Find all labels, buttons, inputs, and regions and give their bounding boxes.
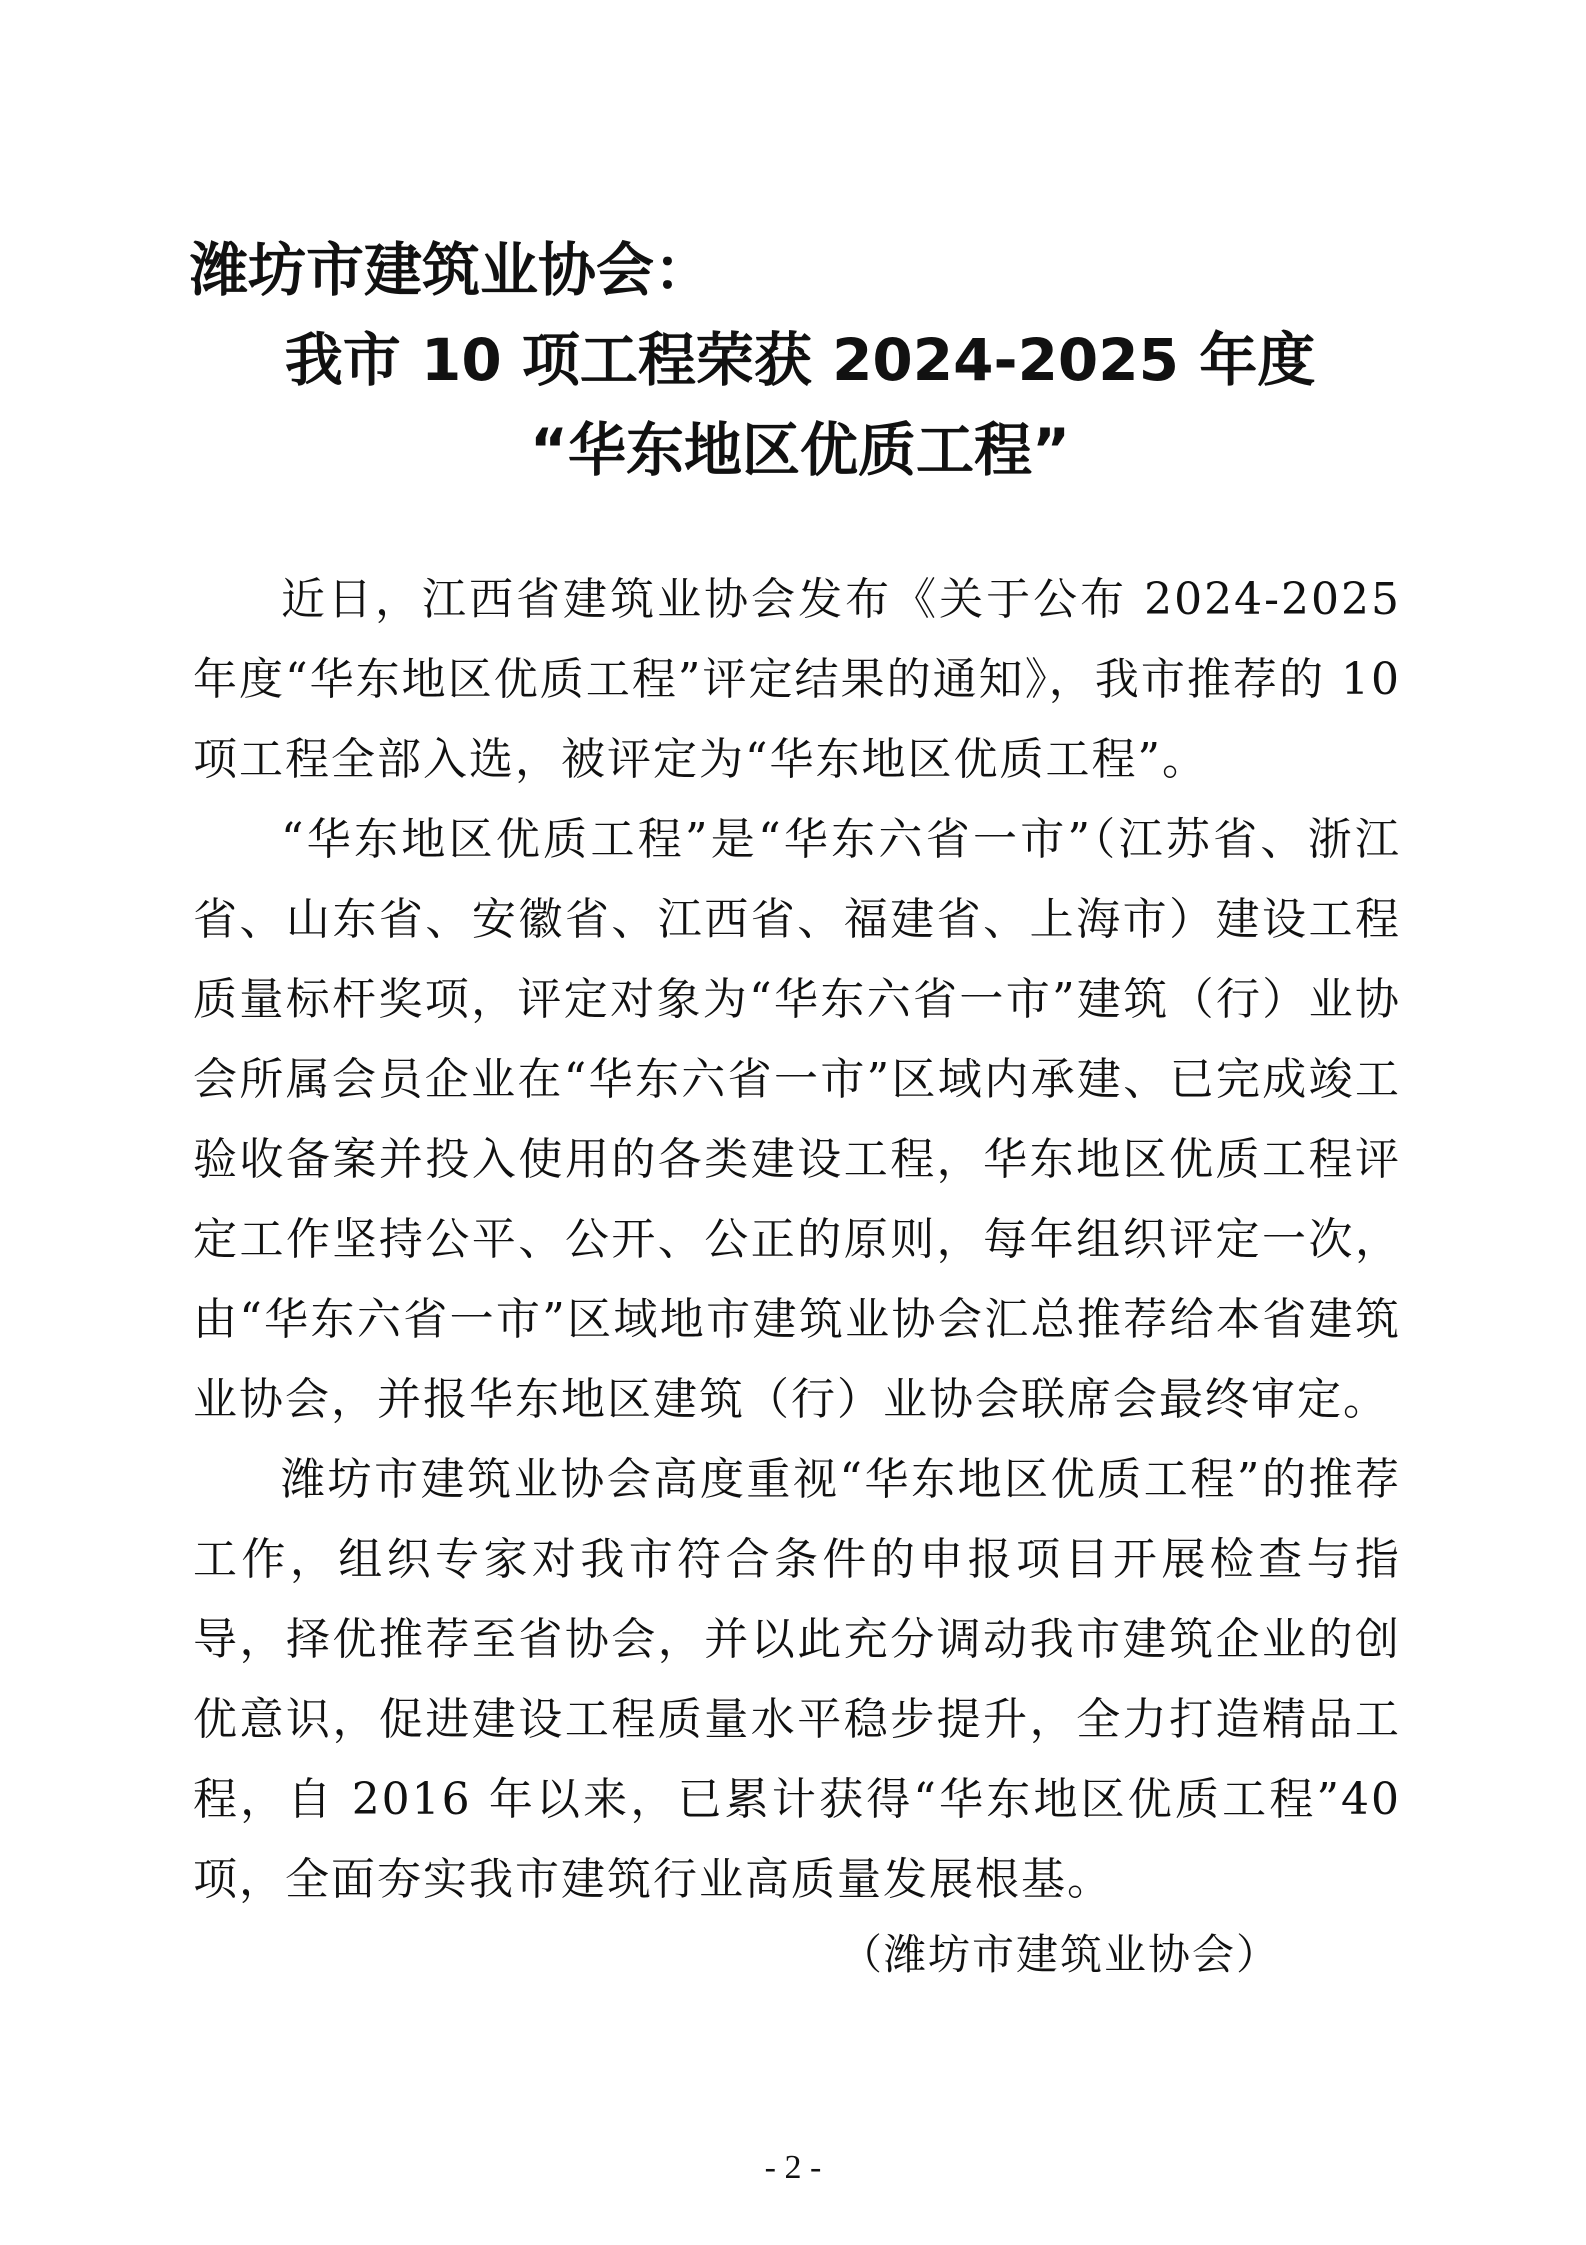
- title-line-1: 潍坊市建筑业协会：: [190, 236, 713, 304]
- title-line-3: “华东地区优质工程”: [529, 416, 1071, 484]
- title-line-2: 我市 10 项工程荣获 2024-2025 年度: [284, 326, 1316, 394]
- paragraph-3: 潍坊市建筑业协会高度重视“华东地区优质工程”的推荐工作，组织专家对我市符合条件的申报项目开展检查与指导，择优推荐至省协会，并以此充分调动我市建筑企业的创优意识，促进建设工程质量水平稳步提升，全力打造精品工程，自 2016 年以来，已累计获得“华东地区优质工程”40 项，全面夯实我市建筑行业高质量发展根基。: [193, 1454, 1401, 1905]
- page-number: - 2 -: [764, 2149, 822, 2186]
- article-title: [190, 225, 1410, 495]
- signature: （潍坊市建筑业协会）: [840, 1930, 1281, 1979]
- article-body: [193, 560, 1401, 1920]
- paragraph-2: “华东地区优质工程”是“华东六省一市”（江苏省、浙江省、山东省、安徽省、江西省、福建省、上海市）建设工程质量标杆奖项，评定对象为“华东六省一市”建筑（行）业协会所属会员企业在“华东六省一市”区域内承建、已完成竣工验收备案并投入使用的各类建设工程，华东地区优质工程评定工作坚持公平、公开、公正的原则，每年组织评定一次，由“华东六省一市”区域地市建筑业协会汇总推荐给本省建筑业协会，并报华东地区建筑（行）业协会联席会最终审定。: [193, 814, 1401, 1425]
- paragraph-1: 近日，江西省建筑业协会发布《关于公布 2024-2025 年度“华东地区优质工程”评定结果的通知》，我市推荐的 10 项工程全部入选，被评定为“华东地区优质工程”。: [193, 574, 1401, 785]
